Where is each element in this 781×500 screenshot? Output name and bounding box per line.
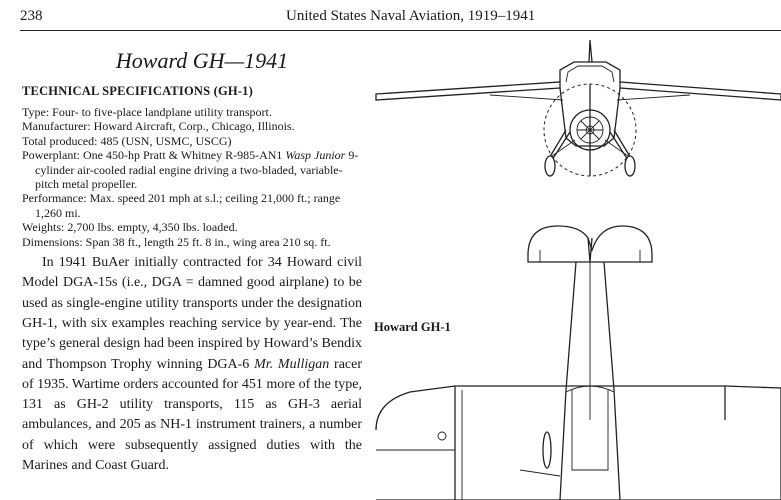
spec-item: Manufacturer: Howard Aircraft, Corp., Chicago, Illinois. — [22, 119, 295, 134]
spec-list — [22, 105, 362, 249]
body-paragraph: In 1941 BuAer initially contracted for 34 Howard civil Model DGA-15s (i.e., DGA = damned good airplane) to be used as single-engine utility transports under the designation GH-1, with six examples reaching service by year-end. The type’s general design had been inspired by Howard’s Bendix and Thompson Trophy winning DGA-6 Mr. Mulligan racer of 1935. Wartime orders accounted for 451 more of the type, 131 as GH-2 utility transports, 115 as GH-3 aerial ambulances, and 205 as NH-1 instrument trainers, a number of which were subsequently assigned duties with the Marines and Coast Guard. — [22, 255, 363, 474]
spec-item: Dimensions: Span 38 ft., length 25 ft. 8 in., wing area 210 sq. ft. — [22, 234, 331, 249]
spec-item: Total produced: 485 (USN, USMC, USCG) — [22, 133, 232, 148]
spec-item: Powerplant: One 450-hp Pratt & Whitney R-985-AN1 Wasp Junior 9-cylinder air-cooled radial engine driving a two-bladed, variable-pitch metal propeller. — [22, 148, 359, 192]
figure-caption: Howard GH-1 — [374, 320, 451, 334]
running-title: United States Naval Aviation, 1919–1941 — [286, 8, 536, 24]
spec-item: Type: Four- to five-place landplane utility transport. — [22, 105, 272, 119]
spec-item: Weights: 2,700 lbs. empty, 4,350 lbs. loaded. — [22, 220, 238, 235]
aircraft-drawing — [362, 30, 781, 500]
spec-item: Performance: Max. speed 201 mph at s.l.; ceiling 21,000 ft.; range 1,260 mi. — [22, 191, 341, 220]
front-view-drawing — [376, 40, 781, 176]
page-number: 238 — [20, 8, 43, 24]
top-view-drawing — [376, 226, 781, 500]
article-title: Howard GH—1941 — [115, 48, 289, 73]
text-column — [22, 48, 362, 476]
spec-heading: TECHNICAL SPECIFICATIONS (GH-1) — [22, 84, 253, 98]
